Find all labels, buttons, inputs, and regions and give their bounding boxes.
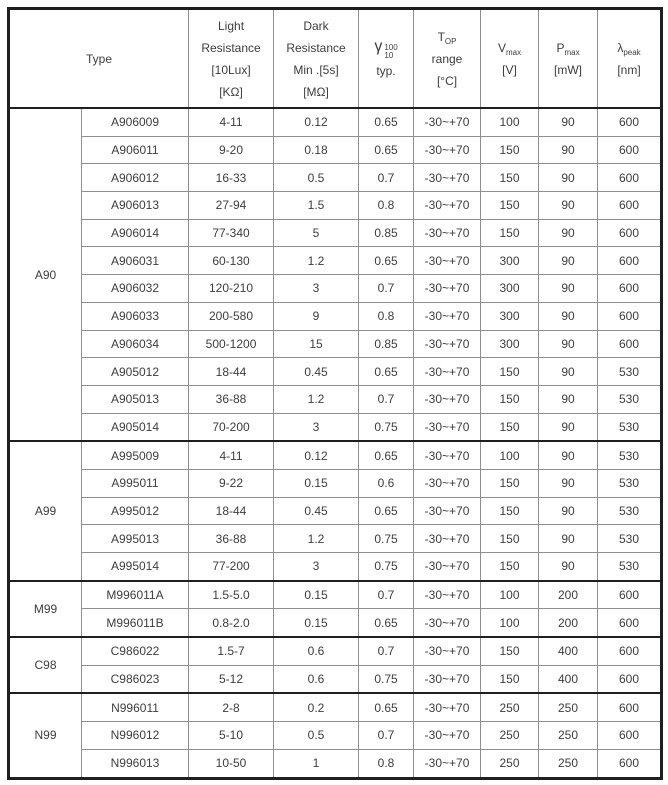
light-resistance-cell: 120-210 <box>189 275 274 303</box>
part-number-cell: A906011 <box>82 136 189 164</box>
part-number-cell: C986023 <box>82 665 189 693</box>
light-resistance-cell: 10-50 <box>189 749 274 778</box>
gamma-cell: 0.65 <box>359 358 414 386</box>
vmax-cell: 300 <box>481 330 539 358</box>
lambda-peak-cell: 530 <box>598 358 662 386</box>
light-resistance-cell: 36-88 <box>189 525 274 553</box>
gamma-cell: 0.8 <box>359 302 414 330</box>
part-number-cell: N996013 <box>82 749 189 778</box>
lambda-peak-cell: 600 <box>598 192 662 220</box>
part-number-cell: A995014 <box>82 553 189 581</box>
vmax-cell: 150 <box>481 358 539 386</box>
table-row <box>9 302 662 330</box>
part-number-cell: A906009 <box>82 108 189 136</box>
top-range-cell: -30~+70 <box>414 722 481 750</box>
pmax-cell: 250 <box>539 722 598 750</box>
vmax-cell: 150 <box>481 136 539 164</box>
part-number-cell: A906012 <box>82 164 189 192</box>
gamma-cell: 0.7 <box>359 385 414 413</box>
lambda-peak-cell: 600 <box>598 164 662 192</box>
vmax-cell: 150 <box>481 192 539 220</box>
dark-resistance-cell: 0.18 <box>274 136 359 164</box>
vmax-cell: 100 <box>481 609 539 637</box>
top-range-cell: -30~+70 <box>414 247 481 275</box>
spec-table-body <box>9 108 662 778</box>
table-row <box>9 358 662 386</box>
pmax-cell: 90 <box>539 192 598 220</box>
gamma-symbol: γ 100 10 <box>374 37 398 60</box>
top-range-cell: -30~+70 <box>414 441 481 469</box>
vmax-cell: 150 <box>481 413 539 441</box>
gamma-cell: 0.7 <box>359 722 414 750</box>
light-resistance-cell: 4-11 <box>189 108 274 136</box>
gamma-cell: 0.7 <box>359 581 414 609</box>
gamma-cell: 0.75 <box>359 553 414 581</box>
pmax-cell: 400 <box>539 637 598 665</box>
part-number-cell: A905013 <box>82 385 189 413</box>
vmax-cell: 250 <box>481 722 539 750</box>
dark-resistance-cell: 0.15 <box>274 609 359 637</box>
light-resistance-cell: 18-44 <box>189 497 274 525</box>
table-row <box>9 749 662 778</box>
part-number-cell: A906032 <box>82 275 189 303</box>
dark-resistance-cell: 0.6 <box>274 637 359 665</box>
lambda-peak-cell: 530 <box>598 497 662 525</box>
light-resistance-cell: 36-88 <box>189 385 274 413</box>
part-number-cell: N996012 <box>82 722 189 750</box>
pmax-cell: 250 <box>539 749 598 778</box>
col-header-dark-resistance: Dark Resistance Min .[5s] [MΩ] <box>274 9 359 109</box>
col-header-lambda-peak: $\lambda_{peak}$ [nm] <box>598 9 662 109</box>
table-row <box>9 275 662 303</box>
lambda-peak-cell: 600 <box>598 136 662 164</box>
col-header-type <box>9 9 189 109</box>
lambda-peak-cell: 600 <box>598 247 662 275</box>
gamma-cell: 0.75 <box>359 413 414 441</box>
vmax-cell: 100 <box>481 441 539 469</box>
table-row <box>9 192 662 220</box>
lambda-peak-cell: 600 <box>598 637 662 665</box>
dark-resistance-cell: 0.15 <box>274 581 359 609</box>
pmax-cell: 90 <box>539 497 598 525</box>
table-row <box>9 693 662 721</box>
light-resistance-cell: 9-20 <box>189 136 274 164</box>
gamma-cell: 0.7 <box>359 164 414 192</box>
lambda-peak-cell: 530 <box>598 385 662 413</box>
gamma-cell: 0.85 <box>359 330 414 358</box>
vmax-cell: 300 <box>481 247 539 275</box>
table-row <box>9 136 662 164</box>
top-range-cell: -30~+70 <box>414 469 481 497</box>
table-row <box>9 609 662 637</box>
top-range-cell: -30~+70 <box>414 497 481 525</box>
gamma-cell: 0.65 <box>359 136 414 164</box>
dark-resistance-cell: 1 <box>274 749 359 778</box>
pmax-cell: 90 <box>539 469 598 497</box>
dark-resistance-cell: 1.2 <box>274 525 359 553</box>
vmax-cell: 150 <box>481 553 539 581</box>
vmax-cell: 150 <box>481 219 539 247</box>
lambda-peak-cell: 530 <box>598 553 662 581</box>
lambda-peak-cell: 600 <box>598 108 662 136</box>
gamma-cell: 0.65 <box>359 247 414 275</box>
light-resistance-cell: 9-22 <box>189 469 274 497</box>
pmax-cell: 250 <box>539 693 598 721</box>
table-row <box>9 164 662 192</box>
light-resistance-cell: 500-1200 <box>189 330 274 358</box>
spec-table <box>7 7 663 780</box>
part-number-cell: A906031 <box>82 247 189 275</box>
table-row <box>9 441 662 469</box>
top-range-cell: -30~+70 <box>414 609 481 637</box>
lambda-peak-cell: 600 <box>598 665 662 693</box>
type-group-c98: C98 <box>9 637 82 693</box>
part-number-cell: A905014 <box>82 413 189 441</box>
type-group-a90: A90 <box>9 108 82 441</box>
top-range-cell: -30~+70 <box>414 136 481 164</box>
vmax-cell: 150 <box>481 385 539 413</box>
part-number-cell: A995013 <box>82 525 189 553</box>
table-row <box>9 553 662 581</box>
vmax-cell: 100 <box>481 581 539 609</box>
gamma-cell: 0.75 <box>359 525 414 553</box>
table-row <box>9 665 662 693</box>
lambda-peak-cell: 600 <box>598 609 662 637</box>
top-range-cell: -30~+70 <box>414 693 481 721</box>
pmax-cell: 90 <box>539 219 598 247</box>
dark-resistance-cell: 9 <box>274 302 359 330</box>
table-row <box>9 413 662 441</box>
part-number-cell: A905012 <box>82 358 189 386</box>
pmax-cell: 90 <box>539 164 598 192</box>
vmax-cell: 300 <box>481 275 539 303</box>
top-range-cell: -30~+70 <box>414 275 481 303</box>
part-number-cell: M996011A <box>82 581 189 609</box>
gamma-cell: 0.65 <box>359 497 414 525</box>
table-row <box>9 722 662 750</box>
vmax-cell: 100 <box>481 108 539 136</box>
light-resistance-cell: 1.5-7 <box>189 637 274 665</box>
top-range-cell: -30~+70 <box>414 385 481 413</box>
type-group-a99: A99 <box>9 441 82 580</box>
type-group-n99: N99 <box>9 693 82 778</box>
part-number-cell: A995011 <box>82 469 189 497</box>
gamma-cell: 0.85 <box>359 219 414 247</box>
top-range-cell: -30~+70 <box>414 749 481 778</box>
lambda-peak-cell: 600 <box>598 722 662 750</box>
light-resistance-cell: 77-200 <box>189 553 274 581</box>
table-row <box>9 637 662 665</box>
top-range-cell: -30~+70 <box>414 219 481 247</box>
dark-resistance-cell: 0.12 <box>274 441 359 469</box>
table-row <box>9 219 662 247</box>
light-resistance-cell: 1.5-5.0 <box>189 581 274 609</box>
pmax-cell: 90 <box>539 247 598 275</box>
gamma-cell: 0.65 <box>359 609 414 637</box>
pmax-cell: 90 <box>539 413 598 441</box>
lambda-peak-cell: 600 <box>598 749 662 778</box>
light-resistance-cell: 5-12 <box>189 665 274 693</box>
top-range-cell: -30~+70 <box>414 302 481 330</box>
top-range-cell: -30~+70 <box>414 192 481 220</box>
table-row <box>9 330 662 358</box>
part-number-cell: A906034 <box>82 330 189 358</box>
lambda-peak-cell: 530 <box>598 525 662 553</box>
pmax-cell: 90 <box>539 358 598 386</box>
table-row <box>9 581 662 609</box>
top-range-cell: -30~+70 <box>414 330 481 358</box>
top-range-cell: -30~+70 <box>414 553 481 581</box>
dark-resistance-cell: 1.2 <box>274 247 359 275</box>
dark-resistance-cell: 15 <box>274 330 359 358</box>
gamma-cell: 0.65 <box>359 441 414 469</box>
col-header-top-range: $T_{OP}$ range [°C] <box>414 9 481 109</box>
col-header-pmax: $P_{max}$ [mW] <box>539 9 598 109</box>
light-resistance-cell: 16-33 <box>189 164 274 192</box>
gamma-cell: 0.8 <box>359 749 414 778</box>
lambda-peak-cell: 530 <box>598 413 662 441</box>
lambda-peak-cell: 600 <box>598 330 662 358</box>
col-header-vmax: $V_{max}$ [V] <box>481 9 539 109</box>
vmax-cell: 300 <box>481 302 539 330</box>
vmax-cell: 250 <box>481 749 539 778</box>
pmax-cell: 400 <box>539 665 598 693</box>
dark-resistance-cell: 3 <box>274 413 359 441</box>
vmax-cell: 250 <box>481 693 539 721</box>
top-range-cell: -30~+70 <box>414 164 481 192</box>
top-range-cell: -30~+70 <box>414 665 481 693</box>
dark-resistance-cell: 3 <box>274 275 359 303</box>
top-range-cell: -30~+70 <box>414 413 481 441</box>
lambda-peak-cell: 600 <box>598 275 662 303</box>
light-resistance-cell: 27-94 <box>189 192 274 220</box>
part-number-cell: A906014 <box>82 219 189 247</box>
gamma-cell: 0.75 <box>359 665 414 693</box>
light-resistance-cell: 70-200 <box>189 413 274 441</box>
pmax-cell: 90 <box>539 553 598 581</box>
dark-resistance-cell: 0.45 <box>274 358 359 386</box>
dark-resistance-cell: 1.2 <box>274 385 359 413</box>
gamma-cell: 0.8 <box>359 192 414 220</box>
vmax-cell: 150 <box>481 469 539 497</box>
pmax-cell: 200 <box>539 581 598 609</box>
dark-resistance-cell: 0.45 <box>274 497 359 525</box>
gamma-cell: 0.6 <box>359 469 414 497</box>
light-resistance-cell: 77-340 <box>189 219 274 247</box>
lambda-peak-cell: 600 <box>598 302 662 330</box>
table-row <box>9 469 662 497</box>
top-range-cell: -30~+70 <box>414 637 481 665</box>
part-number-cell: C986022 <box>82 637 189 665</box>
top-range-cell: -30~+70 <box>414 358 481 386</box>
lambda-peak-cell: 600 <box>598 581 662 609</box>
vmax-cell: 150 <box>481 525 539 553</box>
pmax-cell: 90 <box>539 441 598 469</box>
dark-resistance-cell: 0.5 <box>274 722 359 750</box>
part-number-cell: M996011B <box>82 609 189 637</box>
gamma-cell: 0.65 <box>359 693 414 721</box>
part-number-cell: A906013 <box>82 192 189 220</box>
part-number-cell: A995009 <box>82 441 189 469</box>
dark-resistance-cell: 0.12 <box>274 108 359 136</box>
lambda-peak-cell: 600 <box>598 219 662 247</box>
pmax-cell: 90 <box>539 330 598 358</box>
pmax-cell: 90 <box>539 385 598 413</box>
vmax-cell: 150 <box>481 665 539 693</box>
top-range-cell: -30~+70 <box>414 525 481 553</box>
col-header-gamma: γ 100 10 typ. <box>359 9 414 109</box>
dark-resistance-cell: 0.2 <box>274 693 359 721</box>
light-resistance-cell: 0.8-2.0 <box>189 609 274 637</box>
pmax-cell: 90 <box>539 136 598 164</box>
table-row <box>9 497 662 525</box>
vmax-cell: 150 <box>481 497 539 525</box>
dark-resistance-cell: 1.5 <box>274 192 359 220</box>
part-number-cell: A906033 <box>82 302 189 330</box>
lambda-peak-cell: 530 <box>598 469 662 497</box>
light-resistance-cell: 200-580 <box>189 302 274 330</box>
lambda-peak-cell: 600 <box>598 693 662 721</box>
light-resistance-cell: 5-10 <box>189 722 274 750</box>
part-number-cell: A995012 <box>82 497 189 525</box>
light-resistance-cell: 60-130 <box>189 247 274 275</box>
pmax-cell: 90 <box>539 108 598 136</box>
pmax-cell: 90 <box>539 302 598 330</box>
col-header-light-resistance: Light Resistance [10Lux] [KΩ] <box>189 9 274 109</box>
gamma-cell: 0.7 <box>359 275 414 303</box>
table-row <box>9 525 662 553</box>
table-row <box>9 247 662 275</box>
dark-resistance-cell: 0.5 <box>274 164 359 192</box>
part-number-cell: N996011 <box>82 693 189 721</box>
type-group-m99: M99 <box>9 581 82 637</box>
table-row <box>9 385 662 413</box>
pmax-cell: 90 <box>539 525 598 553</box>
dark-resistance-cell: 3 <box>274 553 359 581</box>
vmax-cell: 150 <box>481 164 539 192</box>
table-row <box>9 108 662 136</box>
type-header-label: Type <box>86 51 113 66</box>
pmax-cell: 90 <box>539 275 598 303</box>
light-resistance-cell: 2-8 <box>189 693 274 721</box>
top-range-cell: -30~+70 <box>414 108 481 136</box>
light-resistance-cell: 18-44 <box>189 358 274 386</box>
lambda-peak-cell: 530 <box>598 441 662 469</box>
dark-resistance-cell: 0.6 <box>274 665 359 693</box>
pmax-cell: 200 <box>539 609 598 637</box>
dark-resistance-cell: 0.15 <box>274 469 359 497</box>
top-range-cell: -30~+70 <box>414 581 481 609</box>
gamma-cell: 0.65 <box>359 108 414 136</box>
vmax-cell: 150 <box>481 637 539 665</box>
gamma-cell: 0.7 <box>359 637 414 665</box>
light-resistance-cell: 4-11 <box>189 441 274 469</box>
dark-resistance-cell: 5 <box>274 219 359 247</box>
header-row <box>9 9 662 109</box>
